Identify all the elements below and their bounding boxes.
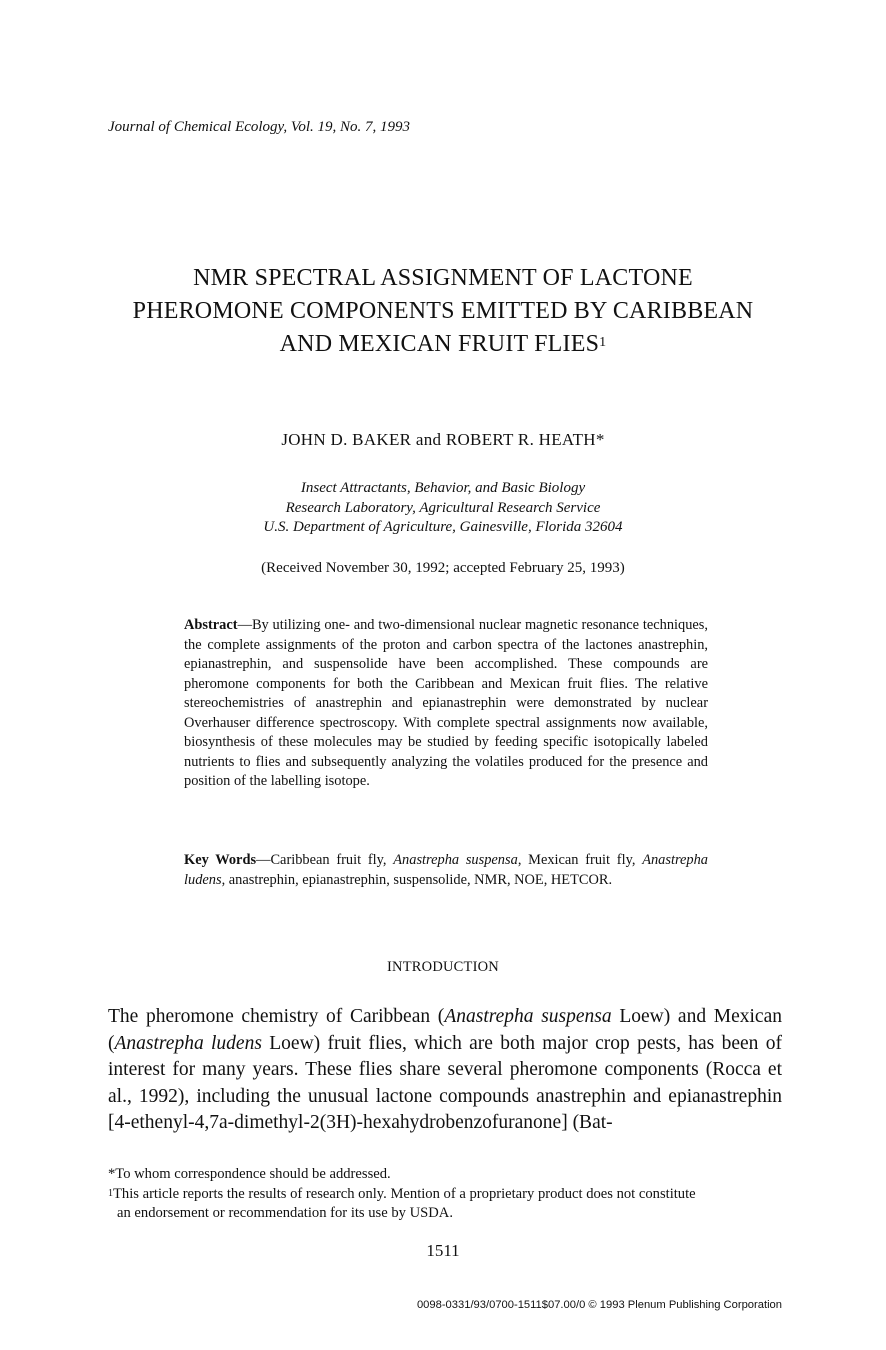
abstract <box>184 616 708 792</box>
footnote-correspondence: *To whom correspondence should be addressed. <box>108 1166 391 1182</box>
title-line-3 <box>90 328 796 361</box>
footnote-disclaimer-line-1: This article reports the results of research only. Mention of a proprietary product does not constitute <box>113 1186 696 1202</box>
affiliation <box>90 479 796 538</box>
affiliation-line-3: U.S. Department of Agriculture, Gainesville, Florida 32604 <box>263 519 623 535</box>
intro-text-3: Loew) fruit flies, which are both major crop pests, has been of interest for many years. These flies share several pheromone components (Rocca et al., 1992), including the unusual lactone compounds anastrephin and epianastrephin [4-ethenyl-4,7a-dimethyl-2(3H)-hexahydrobenzofuranone] (Bat- <box>108 1032 782 1133</box>
intro-species-1: Anastrepha suspensa <box>444 1006 612 1027</box>
title-line-1: NMR SPECTRAL ASSIGNMENT OF LACTONE <box>193 265 693 291</box>
copyright-line: 0098-0331/93/0700-1511$07.00/0 © 1993 Plenum Publishing Corporation <box>416 1299 782 1311</box>
affiliation-line-2: Research Laboratory, Agricultural Research Service <box>285 499 601 516</box>
page-number: 1511 <box>426 1241 460 1260</box>
title-footnote-mark: 1 <box>599 335 607 350</box>
keywords <box>184 851 708 890</box>
title-line-2: PHEROMONE COMPONENTS EMITTED BY CARIBBEAN <box>132 298 754 324</box>
keywords-part-3: , anastrephin, epianastrephin, suspensolide, NMR, NOE, HETCOR. <box>221 871 613 888</box>
intro-text-2: Loew) and Mexican ( <box>108 1006 782 1054</box>
abstract-text: —By utilizing one- and two-dimensional nuclear magnetic resonance techniques, the complete assignments of the proton and carbon spectra of the lactones anastrephin, epianastrephin, and suspensolide have been accomplished. These compounds are pheromone components for both the Caribbean and Mexican fruit flies. The relative stereochemistries of anastrephin and epianastrephin were demonstrated by nuclear Overhauser difference spectroscopy. With complete spectral assignments now available, biosynthesis of these molecules may be studied by feeding specific isotopically labeled nutrients to flies and subsequently analyzing the volatiles produced for the presence and position of the labelling isotope. <box>184 617 708 789</box>
keywords-species-1: Anastrepha suspensa <box>393 852 518 868</box>
affiliation-line-1: Insect Attractants, Behavior, and Basic Biology <box>300 480 586 496</box>
introduction-paragraph <box>108 1004 782 1137</box>
journal-header: Journal of Chemical Ecology, Vol. 19, No. 7, 1993 <box>108 119 411 135</box>
keywords-part-1: —Caribbean fruit fly, <box>256 852 394 868</box>
keywords-part-2: , Mexican fruit fly, <box>517 852 643 868</box>
title-line-3-text: AND MEXICAN FRUIT FLIES <box>279 331 600 357</box>
abstract-label: Abstract <box>184 617 238 633</box>
footnote-disclaimer-mark: 1 <box>108 1188 113 1199</box>
footnote-disclaimer <box>108 1185 784 1223</box>
footnote-disclaimer-line-2: an endorsement or recommendation for its use by USDA. <box>117 1205 453 1221</box>
received-dates: (Received November 30, 1992; accepted February 25, 1993) <box>261 560 625 576</box>
intro-species-2: Anastrepha ludens <box>114 1032 262 1054</box>
section-heading-introduction: INTRODUCTION <box>387 959 499 975</box>
author-list: JOHN D. BAKER and ROBERT R. HEATH* <box>281 430 605 449</box>
keywords-label: Key Words <box>184 852 257 868</box>
article-title <box>90 262 796 361</box>
keywords-species-2: Anastrepha ludens <box>184 852 709 888</box>
intro-text-1: The pheromone chemistry of Caribbean ( <box>108 1006 445 1027</box>
